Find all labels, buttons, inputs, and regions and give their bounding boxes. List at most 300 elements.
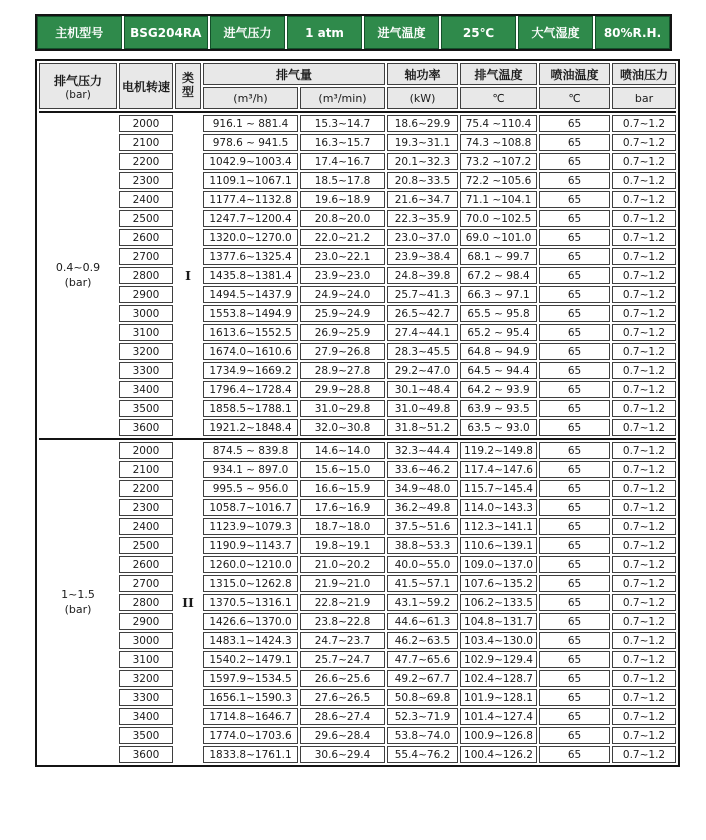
exhaust-temp-cell: 68.1 ~ 99.7 xyxy=(460,248,537,265)
oil-temp-cell: 65 xyxy=(539,267,610,284)
oil-pressure-cell: 0.7~1.2 xyxy=(612,499,676,516)
flow-min-cell: 28.6~27.4 xyxy=(300,708,385,725)
flow-min-cell: 26.6~25.6 xyxy=(300,670,385,687)
power-cell: 21.6~34.7 xyxy=(387,191,458,208)
motor-speed-cell: 2700 xyxy=(119,575,173,592)
flow-min-cell: 15.3~14.7 xyxy=(300,115,385,132)
flow-min-cell: 23.8~22.8 xyxy=(300,613,385,630)
flow-min-cell: 21.9~21.0 xyxy=(300,575,385,592)
motor-speed-cell: 2000 xyxy=(119,115,173,132)
exhaust-temp-cell: 107.6~135.2 xyxy=(460,575,537,592)
power-cell: 40.0~55.0 xyxy=(387,556,458,573)
power-cell: 55.4~76.2 xyxy=(387,746,458,763)
oil-pressure-cell: 0.7~1.2 xyxy=(612,362,676,379)
exhaust-temp-cell: 114.0~143.3 xyxy=(460,499,537,516)
table-row xyxy=(39,381,676,398)
motor-speed-cell: 2100 xyxy=(119,461,173,478)
oil-pressure-cell: 0.7~1.2 xyxy=(612,305,676,322)
power-cell: 26.5~42.7 xyxy=(387,305,458,322)
flow-min-cell: 16.3~15.7 xyxy=(300,134,385,151)
power-cell: 27.4~44.1 xyxy=(387,324,458,341)
table-row xyxy=(39,727,676,744)
exhaust-temp-cell: 110.6~139.1 xyxy=(460,537,537,554)
table-row xyxy=(39,537,676,554)
flow-h-cell: 1674.0~1610.6 xyxy=(203,343,298,360)
oil-pressure-cell: 0.7~1.2 xyxy=(612,324,676,341)
table-row xyxy=(39,499,676,516)
exhaust-temp-cell: 101.9~128.1 xyxy=(460,689,537,706)
power-cell: 50.8~69.8 xyxy=(387,689,458,706)
flow-min-cell: 19.8~19.1 xyxy=(300,537,385,554)
exhaust-temp-cell: 100.4~126.2 xyxy=(460,746,537,763)
flow-h-cell: 1109.1~1067.1 xyxy=(203,172,298,189)
flow-min-cell: 22.8~21.9 xyxy=(300,594,385,611)
flow-h-cell: 1042.9~1003.4 xyxy=(203,153,298,170)
power-cell: 23.0~37.0 xyxy=(387,229,458,246)
motor-speed-cell: 2300 xyxy=(119,499,173,516)
oil-pressure-cell: 0.7~1.2 xyxy=(612,419,676,436)
power-cell: 32.3~44.4 xyxy=(387,442,458,459)
exhaust-temp-cell: 112.3~141.1 xyxy=(460,518,537,535)
oil-temp-cell: 65 xyxy=(539,670,610,687)
oil-pressure-cell: 0.7~1.2 xyxy=(612,518,676,535)
motor-speed-cell: 3300 xyxy=(119,362,173,379)
flow-min-cell: 19.6~18.9 xyxy=(300,191,385,208)
oil-pressure-cell: 0.7~1.2 xyxy=(612,556,676,573)
oil-temp-cell: 65 xyxy=(539,381,610,398)
flow-h-cell: 1320.0~1270.0 xyxy=(203,229,298,246)
parameter-header-bar xyxy=(35,14,672,51)
motor-speed-cell: 2600 xyxy=(119,229,173,246)
oil-pressure-cell: 0.7~1.2 xyxy=(612,134,676,151)
oil-pressure-cell: 0.7~1.2 xyxy=(612,727,676,744)
header-power-unit: (kW) xyxy=(387,87,458,109)
header-flow-unit-h: (m³/h) xyxy=(203,87,298,109)
flow-h-cell: 1656.1~1590.3 xyxy=(203,689,298,706)
flow-h-cell: 1123.9~1079.3 xyxy=(203,518,298,535)
oil-pressure-cell: 0.7~1.2 xyxy=(612,613,676,630)
exhaust-temp-cell: 104.8~131.7 xyxy=(460,613,537,630)
table-row xyxy=(39,518,676,535)
table-row xyxy=(39,115,676,132)
power-cell: 29.2~47.0 xyxy=(387,362,458,379)
header-shaft-power: 轴功率 xyxy=(387,63,458,85)
flow-min-cell: 18.7~18.0 xyxy=(300,518,385,535)
flow-h-cell: 934.1 ~ 897.0 xyxy=(203,461,298,478)
motor-speed-cell: 2600 xyxy=(119,556,173,573)
exhaust-temp-cell: 74.3 ~108.8 xyxy=(460,134,537,151)
flow-min-cell: 23.0~22.1 xyxy=(300,248,385,265)
flow-min-cell: 22.0~21.2 xyxy=(300,229,385,246)
motor-speed-cell: 3100 xyxy=(119,324,173,341)
table-row xyxy=(39,229,676,246)
exhaust-temp-cell: 106.2~133.5 xyxy=(460,594,537,611)
table-row xyxy=(39,400,676,417)
flow-h-cell: 1734.9~1669.2 xyxy=(203,362,298,379)
pressure-range: 0.4~0.9 xyxy=(55,260,101,274)
motor-speed-cell: 3300 xyxy=(119,689,173,706)
power-cell: 41.5~57.1 xyxy=(387,575,458,592)
flow-min-cell: 25.7~24.7 xyxy=(300,651,385,668)
oil-pressure-cell: 0.7~1.2 xyxy=(612,229,676,246)
motor-speed-cell: 2800 xyxy=(119,594,173,611)
motor-speed-cell: 2800 xyxy=(119,267,173,284)
flow-h-cell: 1177.4~1132.8 xyxy=(203,191,298,208)
flow-h-cell: 1426.6~1370.0 xyxy=(203,613,298,630)
oil-temp-cell: 65 xyxy=(539,229,610,246)
oil-temp-cell: 65 xyxy=(539,727,610,744)
flow-min-cell: 20.8~20.0 xyxy=(300,210,385,227)
flow-h-cell: 1377.6~1325.4 xyxy=(203,248,298,265)
exhaust-temp-cell: 102.9~129.4 xyxy=(460,651,537,668)
header-flow-unit-min: (m³/min) xyxy=(300,87,385,109)
power-cell: 18.6~29.9 xyxy=(387,115,458,132)
oil-pressure-cell: 0.7~1.2 xyxy=(612,461,676,478)
oil-temp-cell: 65 xyxy=(539,286,610,303)
exhaust-temp-cell: 72.2 ~105.6 xyxy=(460,172,537,189)
flow-h-cell: 995.5 ~ 956.0 xyxy=(203,480,298,497)
oil-pressure-cell: 0.7~1.2 xyxy=(612,480,676,497)
motor-speed-cell: 3500 xyxy=(119,400,173,417)
humidity-value-cell: 80%R.H. xyxy=(595,16,670,49)
oil-temp-cell: 65 xyxy=(539,419,610,436)
power-cell: 28.3~45.5 xyxy=(387,343,458,360)
flow-min-cell: 14.6~14.0 xyxy=(300,442,385,459)
exhaust-temp-cell: 66.3 ~ 97.1 xyxy=(460,286,537,303)
type-group-label: II xyxy=(175,442,201,763)
flow-min-cell: 31.0~29.8 xyxy=(300,400,385,417)
motor-speed-cell: 3600 xyxy=(119,746,173,763)
flow-h-cell: 1921.2~1848.4 xyxy=(203,419,298,436)
header-motor-speed: 电机转速 xyxy=(119,63,173,109)
oil-pressure-cell: 0.7~1.2 xyxy=(612,267,676,284)
oil-temp-cell: 65 xyxy=(539,172,610,189)
flow-min-cell: 18.5~17.8 xyxy=(300,172,385,189)
flow-min-cell: 17.4~16.7 xyxy=(300,153,385,170)
motor-speed-cell: 3000 xyxy=(119,305,173,322)
power-cell: 44.6~61.3 xyxy=(387,613,458,630)
table-row xyxy=(39,286,676,303)
section-divider xyxy=(39,438,676,440)
oil-temp-cell: 65 xyxy=(539,343,610,360)
power-cell: 38.8~53.3 xyxy=(387,537,458,554)
power-cell: 31.8~51.2 xyxy=(387,419,458,436)
oil-pressure-cell: 0.7~1.2 xyxy=(612,708,676,725)
exhaust-temp-cell: 119.2~149.8 xyxy=(460,442,537,459)
flow-h-cell: 1858.5~1788.1 xyxy=(203,400,298,417)
oil-pressure-cell: 0.7~1.2 xyxy=(612,651,676,668)
exhaust-temp-cell: 71.1 ~104.1 xyxy=(460,191,537,208)
exhaust-temp-cell: 69.0 ~101.0 xyxy=(460,229,537,246)
motor-speed-cell: 3400 xyxy=(119,708,173,725)
oil-pressure-cell: 0.7~1.2 xyxy=(612,746,676,763)
flow-min-cell: 29.9~28.8 xyxy=(300,381,385,398)
table-row xyxy=(39,362,676,379)
oil-temp-cell: 65 xyxy=(539,324,610,341)
oil-temp-cell: 65 xyxy=(539,651,610,668)
table-row xyxy=(39,632,676,649)
header-flow: 排气量 xyxy=(203,63,385,85)
exhaust-temp-cell: 65.2 ~ 95.4 xyxy=(460,324,537,341)
flow-h-cell: 1315.0~1262.8 xyxy=(203,575,298,592)
motor-speed-cell: 2700 xyxy=(119,248,173,265)
flow-h-cell: 1714.8~1646.7 xyxy=(203,708,298,725)
flow-min-cell: 15.6~15.0 xyxy=(300,461,385,478)
oil-pressure-cell: 0.7~1.2 xyxy=(612,191,676,208)
power-cell: 20.1~32.3 xyxy=(387,153,458,170)
exhaust-temp-cell: 64.5 ~ 94.4 xyxy=(460,362,537,379)
motor-speed-cell: 2200 xyxy=(119,480,173,497)
oil-temp-cell: 65 xyxy=(539,400,610,417)
oil-temp-cell: 65 xyxy=(539,210,610,227)
section-divider xyxy=(39,111,676,113)
exhaust-temp-cell: 65.5 ~ 95.8 xyxy=(460,305,537,322)
exhaust-temp-cell: 100.9~126.8 xyxy=(460,727,537,744)
motor-speed-cell: 3200 xyxy=(119,343,173,360)
exhaust-temp-cell: 117.4~147.6 xyxy=(460,461,537,478)
oil-temp-cell: 65 xyxy=(539,134,610,151)
pressure-unit: (bar) xyxy=(64,275,92,289)
motor-speed-cell: 2200 xyxy=(119,153,173,170)
table-row xyxy=(39,746,676,763)
flow-min-cell: 16.6~15.9 xyxy=(300,480,385,497)
power-cell: 25.7~41.3 xyxy=(387,286,458,303)
performance-spec-table xyxy=(35,59,680,767)
oil-temp-cell: 65 xyxy=(539,191,610,208)
table-row xyxy=(39,419,676,436)
exhaust-temp-cell: 109.0~137.0 xyxy=(460,556,537,573)
oil-temp-cell: 65 xyxy=(539,499,610,516)
oil-temp-cell: 65 xyxy=(539,689,610,706)
oil-temp-cell: 65 xyxy=(539,153,610,170)
power-cell: 31.0~49.8 xyxy=(387,400,458,417)
pressure-range: 1~1.5 xyxy=(61,587,95,601)
exhaust-temp-cell: 73.2 ~107.2 xyxy=(460,153,537,170)
oil-temp-cell: 65 xyxy=(539,594,610,611)
flow-min-cell: 24.7~23.7 xyxy=(300,632,385,649)
motor-speed-cell: 2500 xyxy=(119,210,173,227)
oil-temp-cell: 65 xyxy=(539,746,610,763)
table-row xyxy=(39,134,676,151)
header-exhaust-pressure-unit: (bar) xyxy=(65,88,91,101)
oil-temp-cell: 65 xyxy=(539,537,610,554)
inlet-pressure-value-cell: 1 atm xyxy=(287,16,362,49)
oil-pressure-cell: 0.7~1.2 xyxy=(612,343,676,360)
flow-min-cell: 21.0~20.2 xyxy=(300,556,385,573)
power-cell: 36.2~49.8 xyxy=(387,499,458,516)
oil-pressure-cell: 0.7~1.2 xyxy=(612,115,676,132)
oil-temp-cell: 65 xyxy=(539,115,610,132)
power-cell: 53.8~74.0 xyxy=(387,727,458,744)
header-oil-pressure-unit: bar xyxy=(612,87,676,109)
table-row xyxy=(39,556,676,573)
power-cell: 22.3~35.9 xyxy=(387,210,458,227)
oil-temp-cell: 65 xyxy=(539,442,610,459)
power-cell: 23.9~38.4 xyxy=(387,248,458,265)
exhaust-temp-cell: 70.0 ~102.5 xyxy=(460,210,537,227)
flow-h-cell: 978.6 ~ 941.5 xyxy=(203,134,298,151)
table-row xyxy=(39,343,676,360)
flow-min-cell: 28.9~27.8 xyxy=(300,362,385,379)
motor-speed-cell: 3100 xyxy=(119,651,173,668)
oil-temp-cell: 65 xyxy=(539,461,610,478)
spec-table-body xyxy=(39,111,676,763)
flow-h-cell: 1190.9~1143.7 xyxy=(203,537,298,554)
header-oil-temp-unit: ℃ xyxy=(539,87,610,109)
motor-speed-cell: 2300 xyxy=(119,172,173,189)
power-cell: 19.3~31.1 xyxy=(387,134,458,151)
motor-speed-cell: 3500 xyxy=(119,727,173,744)
flow-h-cell: 1597.9~1534.5 xyxy=(203,670,298,687)
exhaust-temp-cell: 102.4~128.7 xyxy=(460,670,537,687)
power-cell: 47.7~65.6 xyxy=(387,651,458,668)
flow-h-cell: 1540.2~1479.1 xyxy=(203,651,298,668)
flow-h-cell: 916.1 ~ 881.4 xyxy=(203,115,298,132)
flow-h-cell: 874.5 ~ 839.8 xyxy=(203,442,298,459)
oil-temp-cell: 65 xyxy=(539,613,610,630)
flow-min-cell: 29.6~28.4 xyxy=(300,727,385,744)
power-cell: 46.2~63.5 xyxy=(387,632,458,649)
table-row xyxy=(39,461,676,478)
table-row xyxy=(39,267,676,284)
flow-min-cell: 17.6~16.9 xyxy=(300,499,385,516)
humidity-label-cell: 大气湿度 xyxy=(518,16,593,49)
pressure-group-label xyxy=(39,442,117,763)
inlet-pressure-label-cell: 进气压力 xyxy=(210,16,285,49)
oil-pressure-cell: 0.7~1.2 xyxy=(612,286,676,303)
oil-pressure-cell: 0.7~1.2 xyxy=(612,381,676,398)
oil-pressure-cell: 0.7~1.2 xyxy=(612,248,676,265)
power-cell: 43.1~59.2 xyxy=(387,594,458,611)
section-divider-line xyxy=(39,438,676,440)
motor-speed-cell: 3200 xyxy=(119,670,173,687)
table-row xyxy=(39,480,676,497)
oil-temp-cell: 65 xyxy=(539,362,610,379)
flow-min-cell: 27.9~26.8 xyxy=(300,343,385,360)
exhaust-temp-cell: 64.8 ~ 94.9 xyxy=(460,343,537,360)
flow-min-cell: 30.6~29.4 xyxy=(300,746,385,763)
table-row xyxy=(39,210,676,227)
power-cell: 37.5~51.6 xyxy=(387,518,458,535)
table-row xyxy=(39,248,676,265)
table-header xyxy=(39,63,676,109)
table-row xyxy=(39,153,676,170)
inlet-temp-label-cell: 进气温度 xyxy=(364,16,439,49)
table-row xyxy=(39,442,676,459)
table-row xyxy=(39,305,676,322)
inlet-temp-value-cell: 25℃ xyxy=(441,16,516,49)
table-row xyxy=(39,670,676,687)
power-cell: 49.2~67.7 xyxy=(387,670,458,687)
oil-pressure-cell: 0.7~1.2 xyxy=(612,632,676,649)
oil-temp-cell: 65 xyxy=(539,248,610,265)
motor-speed-cell: 2900 xyxy=(119,286,173,303)
exhaust-temp-cell: 103.4~130.0 xyxy=(460,632,537,649)
section-divider-line xyxy=(39,111,676,113)
flow-h-cell: 1796.4~1728.4 xyxy=(203,381,298,398)
motor-speed-cell: 2400 xyxy=(119,191,173,208)
motor-speed-cell: 3000 xyxy=(119,632,173,649)
type-group-label: I xyxy=(175,115,201,436)
flow-h-cell: 1494.5~1437.9 xyxy=(203,286,298,303)
oil-pressure-cell: 0.7~1.2 xyxy=(612,172,676,189)
oil-pressure-cell: 0.7~1.2 xyxy=(612,689,676,706)
motor-speed-cell: 2900 xyxy=(119,613,173,630)
header-oil-pressure: 喷油压力 xyxy=(612,63,676,85)
flow-h-cell: 1553.8~1494.9 xyxy=(203,305,298,322)
table-row xyxy=(39,613,676,630)
power-cell: 30.1~48.4 xyxy=(387,381,458,398)
oil-temp-cell: 65 xyxy=(539,575,610,592)
flow-min-cell: 25.9~24.9 xyxy=(300,305,385,322)
motor-speed-cell: 3400 xyxy=(119,381,173,398)
oil-pressure-cell: 0.7~1.2 xyxy=(612,153,676,170)
exhaust-temp-cell: 63.5 ~ 93.0 xyxy=(460,419,537,436)
header-oil-temp: 喷油温度 xyxy=(539,63,610,85)
oil-temp-cell: 65 xyxy=(539,480,610,497)
exhaust-temp-cell: 67.2 ~ 98.4 xyxy=(460,267,537,284)
exhaust-temp-cell: 115.7~145.4 xyxy=(460,480,537,497)
table-row xyxy=(39,594,676,611)
header-exhaust-pressure xyxy=(39,63,117,109)
exhaust-temp-cell: 101.4~127.4 xyxy=(460,708,537,725)
flow-min-cell: 26.9~25.9 xyxy=(300,324,385,341)
oil-pressure-cell: 0.7~1.2 xyxy=(612,594,676,611)
table-row xyxy=(39,191,676,208)
power-cell: 33.6~46.2 xyxy=(387,461,458,478)
table-row xyxy=(39,708,676,725)
table-row xyxy=(39,324,676,341)
motor-speed-cell: 2000 xyxy=(119,442,173,459)
oil-pressure-cell: 0.7~1.2 xyxy=(612,537,676,554)
exhaust-temp-cell: 75.4 ~110.4 xyxy=(460,115,537,132)
power-cell: 20.8~33.5 xyxy=(387,172,458,189)
table-row xyxy=(39,575,676,592)
oil-temp-cell: 65 xyxy=(539,518,610,535)
motor-speed-cell: 2500 xyxy=(119,537,173,554)
exhaust-temp-cell: 63.9 ~ 93.5 xyxy=(460,400,537,417)
table-row xyxy=(39,651,676,668)
power-cell: 34.9~48.0 xyxy=(387,480,458,497)
flow-h-cell: 1058.7~1016.7 xyxy=(203,499,298,516)
oil-temp-cell: 65 xyxy=(539,556,610,573)
flow-min-cell: 32.0~30.8 xyxy=(300,419,385,436)
table-row xyxy=(39,689,676,706)
oil-pressure-cell: 0.7~1.2 xyxy=(612,210,676,227)
header-exhaust-temp-unit: ℃ xyxy=(460,87,537,109)
oil-temp-cell: 65 xyxy=(539,305,610,322)
oil-pressure-cell: 0.7~1.2 xyxy=(612,442,676,459)
pressure-group-label xyxy=(39,115,117,436)
flow-h-cell: 1370.5~1316.1 xyxy=(203,594,298,611)
flow-h-cell: 1260.0~1210.0 xyxy=(203,556,298,573)
motor-speed-cell: 2100 xyxy=(119,134,173,151)
flow-min-cell: 24.9~24.0 xyxy=(300,286,385,303)
oil-temp-cell: 65 xyxy=(539,708,610,725)
model-value-cell: BSG204RA xyxy=(124,16,209,49)
model-label-cell: 主机型号 xyxy=(37,16,122,49)
pressure-unit: (bar) xyxy=(64,602,92,616)
flow-h-cell: 1613.6~1552.5 xyxy=(203,324,298,341)
motor-speed-cell: 2400 xyxy=(119,518,173,535)
header-exhaust-pressure-label: 排气压力 xyxy=(53,73,102,88)
flow-h-cell: 1483.1~1424.3 xyxy=(203,632,298,649)
flow-h-cell: 1833.8~1761.1 xyxy=(203,746,298,763)
flow-min-cell: 23.9~23.0 xyxy=(300,267,385,284)
oil-pressure-cell: 0.7~1.2 xyxy=(612,575,676,592)
oil-pressure-cell: 0.7~1.2 xyxy=(612,400,676,417)
flow-h-cell: 1435.8~1381.4 xyxy=(203,267,298,284)
